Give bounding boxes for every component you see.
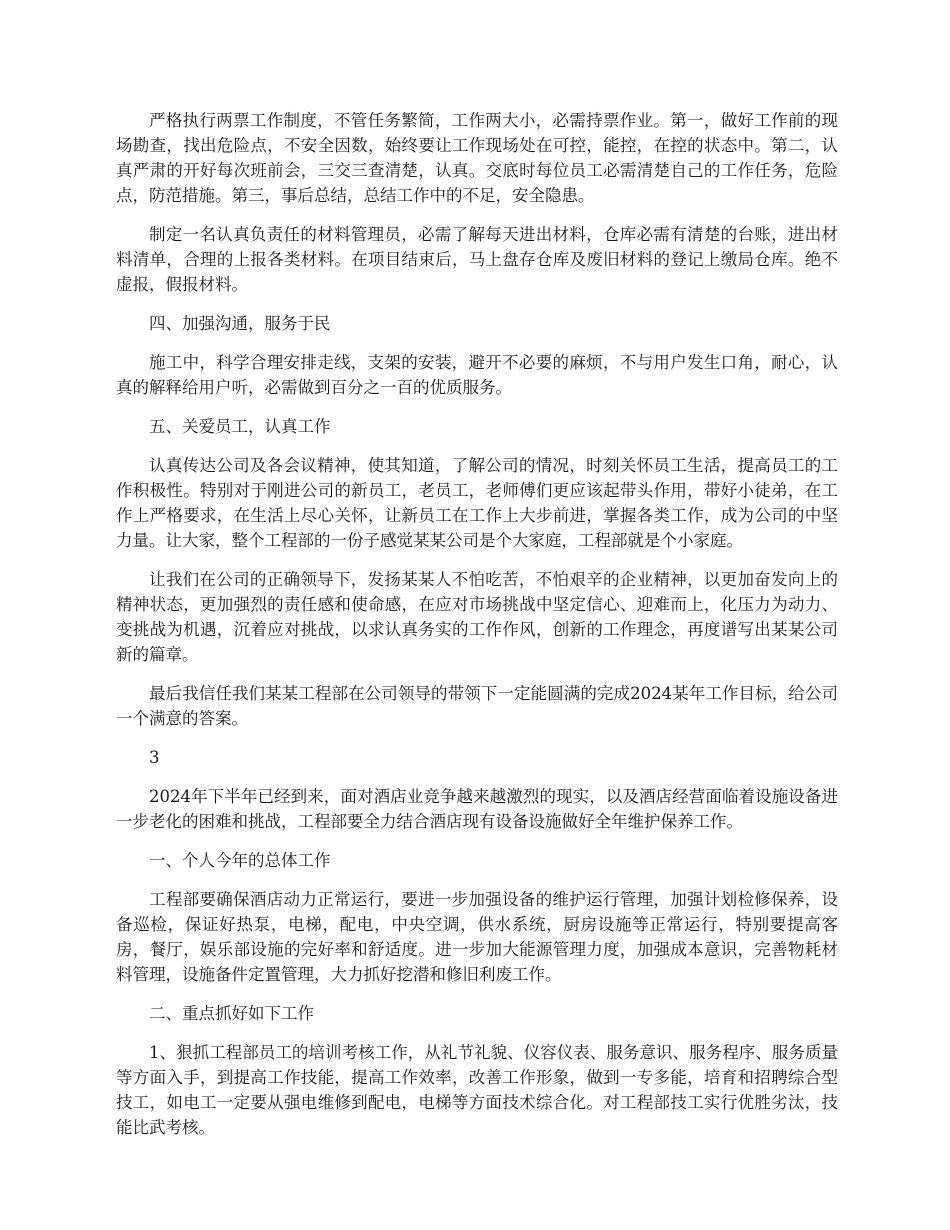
paragraph-overall-work: 工程部要确保酒店动力正常运行，要进一步加强设备的维护运行管理，加强计划检修保养，设备巡检，保证好热泵，电梯，配电，中央空调，供水系统，厨房设施等正常运行，特别要提高客房，餐厅，娱乐部设施的完好率和舒适度。进一步加大能源管理力度，加强成本意识，完善物耗材料管理，设施备件定置管理，大力抓好挖潜和修旧利废工作。 (116, 890, 838, 984)
paragraph-safety-tickets: 严格执行两票工作制度，不管任务繁简，工作两大小，必需持票作业。第一，做好工作前的现场勘查，找出危险点，不安全因数，始终要让工作现场处在可控，能控，在控的状态中。第二，认真严肃的开好每次班前会，三交三查清楚，认真。交底时每位员工必需清楚自己的工作任务，危险点，防范措施。第三，事后总结，总结工作中的不足，安全隐患。 (116, 111, 838, 205)
paragraph-construction-service: 施工中，科学合理安排走线，支架的安装，避开不必要的麻烦，不与用户发生口角，耐心，认真的解释给用户听，必需做到百分之一百的优质服务。 (116, 353, 838, 397)
paragraph-company-spirit: 让我们在公司的正确领导下，发扬某某人不怕吃苦，不怕艰辛的企业精神，以更加奋发向上的精神状态，更加强烈的责任感和使命感，在应对市场挑战中坚定信心、迎难而上，化压力为动力、变挑战为机遇，沉着应对挑战，以求认真务实的工作作风，创新的工作理念，再度谱写出某某公司新的篇章。 (116, 570, 838, 664)
heading-care-employees: 五、关爱员工，认真工作 (149, 417, 331, 436)
paragraph-employee-care: 认真传达公司及各会议精神，使其知道，了解公司的情况，时刻关怀员工生活，提高员工的工作积极性。特别对于刚进公司的新员工，老员工，老师傅们更应该起带头作用，带好小徒弟，在工作上严格要求，在生活上尽心关怀，让新员工在工作上大步前进，掌握各类工作，成为公司的中坚力量。让大家，整个工程部的一份子感觉某某公司是个大家庭，工程部就是个小家庭。 (116, 456, 838, 550)
heading-overall-work: 一、个人今年的总体工作 (149, 851, 331, 870)
paragraph-training: 1、狠抓工程部员工的培训考核工作，从礼节礼貌、仪容仪表、服务意识、服务程序、服务质量等方面入手，到提高工作技能，提高工作效率，改善工作形象，做到一专多能，培育和招聘综合型技工，如电工一定要从强电维修到配电，电梯等方面技术综合化。对工程部技工实行优胜劣汰，技能比武考核。 (116, 1043, 838, 1137)
heading-key-work: 二、重点抓好如下工作 (149, 1004, 314, 1023)
heading-communication: 四、加强沟通，服务于民 (149, 314, 331, 333)
paragraph-hotel-intro: 2024年下半年已经到来，面对酒店业竞争越来越激烈的现实，以及酒店经营面临着设施设备进一步老化的困难和挑战，工程部要全力结合酒店现有设备设施做好全年维护保养工作。 (116, 787, 838, 831)
section-number: 3 (149, 748, 160, 767)
paragraph-material-manager: 制定一名认真负责任的材料管理员，必需了解每天进出材料，仓库必需有清楚的台账，进出材料清单，合理的上报各类材料。在项目结束后，马上盘存仓库及废旧材料的登记上缴局仓库。绝不虚报，假报材料。 (116, 225, 838, 294)
paragraph-conclusion: 最后我信任我们某某工程部在公司领导的带领下一定能圆满的完成2024某年工作目标，给公司一个满意的答案。 (116, 684, 838, 728)
document-page (116, 108, 838, 1154)
